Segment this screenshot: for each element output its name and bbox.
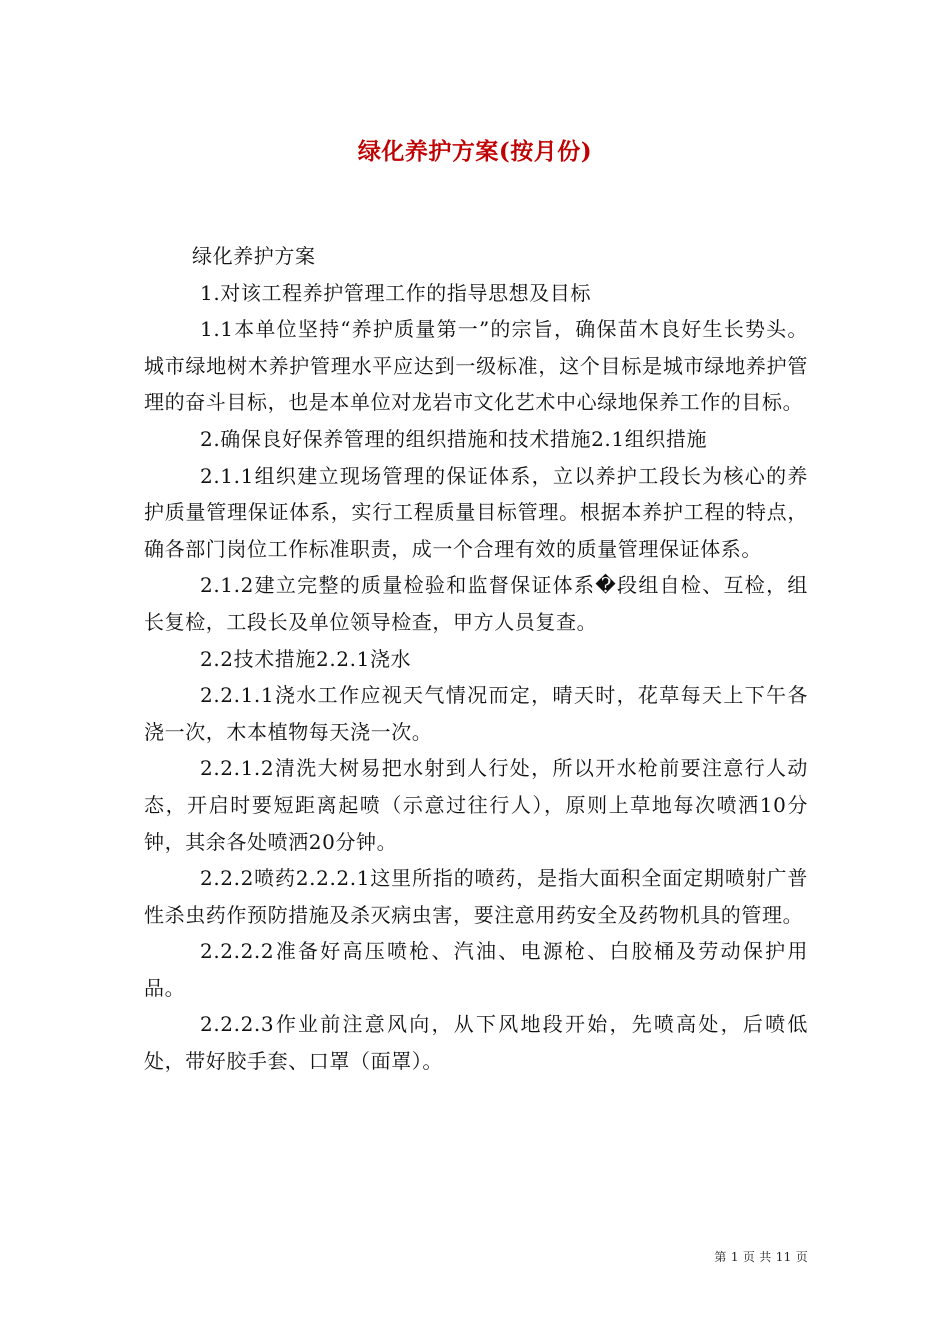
page-number: 第 1 页 共 11 页 [714, 1250, 808, 1264]
paragraph: 2.1.1组织建立现场管理的保证体系，立以养护工段长为核心的养护质量管理保证体系，实行工程质量目标管理。根据本养护工程的特点，确各部门岗位工作标准职责，成一个合理有效的质量管理保证体系。 [144, 463, 808, 561]
paragraph: 2.2.2喷药2.2.2.1这里所指的喷药，是指大面积全面定期喷射广普性杀虫药作预防措施及杀灭病虫害，要注意用药安全及药物机具的管理。 [144, 866, 808, 927]
paragraph: 1.1本单位坚持“养护质量第一”的宗旨，确保苗木良好生长势头。城市绿地树木养护管理水平应达到一级标准，这个目标是城市绿地养护管理的奋斗目标，也是本单位对龙岩市文化艺术中心绿地保养工作的目标。 [144, 317, 808, 415]
paragraph: 1.对该工程养护管理工作的指导思想及目标 [200, 280, 592, 305]
paragraph: 2.2.2.3作业前注意风向，从下风地段开始，先喷高处，后喷低处，带好胶手套、口罩（面罩）。 [144, 1012, 808, 1074]
paragraph: 2.1.2建立完整的质量检验和监督保证体系�段组自检、互检，组长复检，工段长及单位领导检查，甲方人员复查。 [144, 573, 808, 634]
document-title: 绿化养护方案(按月份) [357, 138, 593, 165]
paragraph: 2.2.1.1浇水工作应视天气情况而定，晴天时，花草每天上下午各浇一次，木本植物每天浇一次。 [144, 683, 808, 744]
paragraph: 2.2.1.2清洗大树易把水射到人行处，所以开水枪前要注意行人动态，开启时要短距离起喷（示意过往行人），原则上草地每次喷洒10分钟，其余各处喷洒20分钟。 [144, 756, 808, 854]
paragraph: 2.2.2.2准备好高压喷枪、汽油、电源枪、白胶桶及劳动保护用品。 [144, 939, 808, 1000]
paragraph: 2.2技术措施2.2.1浇水 [200, 646, 412, 671]
paragraph: 2.确保良好保养管理的组织措施和技术措施2.1组织措施 [200, 426, 708, 451]
paragraph: 绿化养护方案 [192, 244, 316, 268]
document-body [144, 238, 808, 1080]
